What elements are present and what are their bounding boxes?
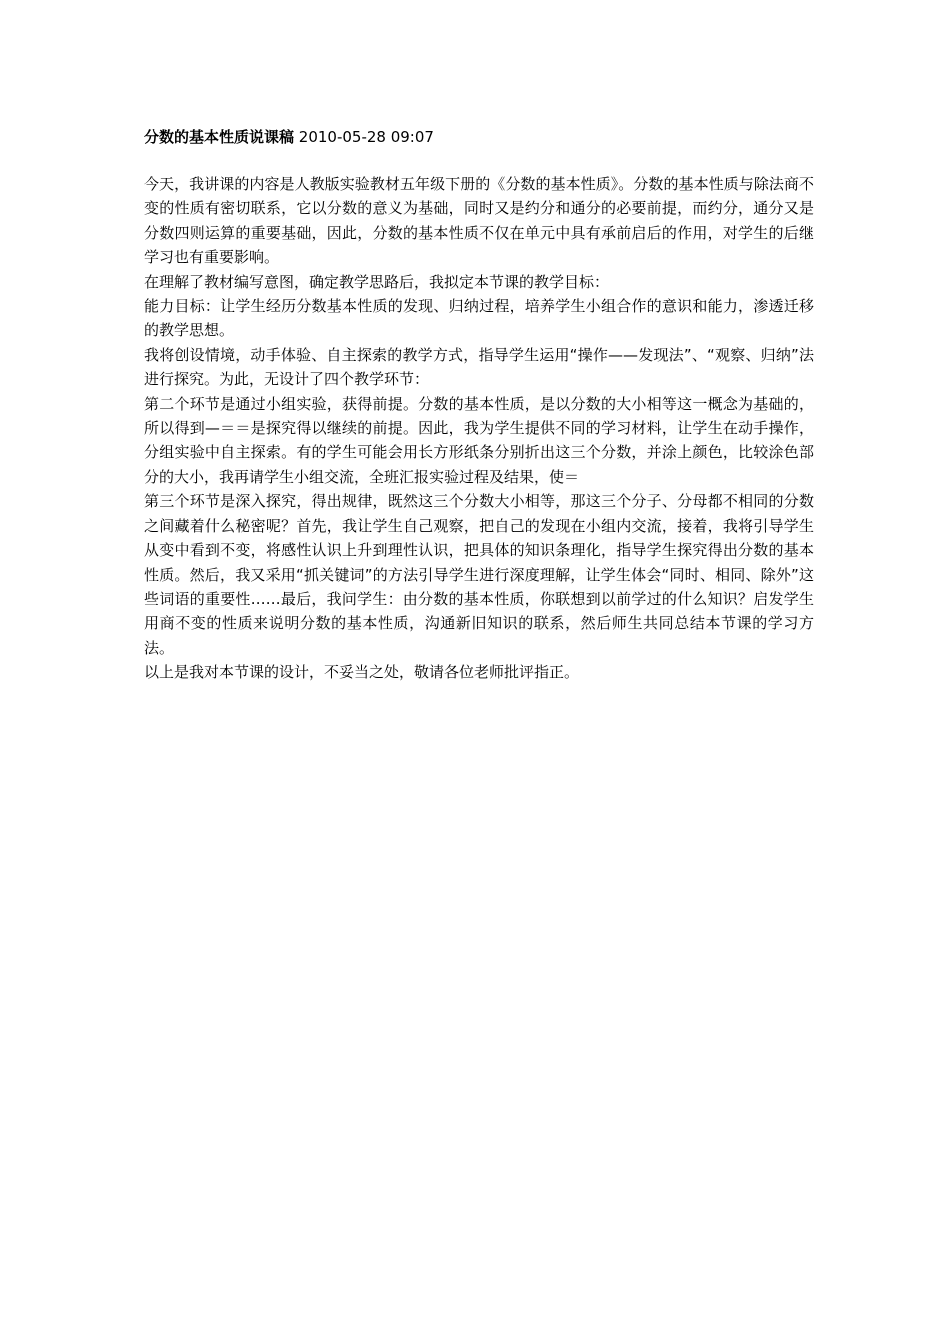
document-page <box>144 126 814 685</box>
document-title: 分数的基本性质说课稿 <box>144 128 295 146</box>
paragraph-method: 我将创设情境，动手体验、自主探索的教学方式，指导学生运用“操作——发现法”、“观察、归纳”法进行探究。为此，无设计了四个教学环节： <box>144 345 814 389</box>
paragraph-intro: 今天，我讲课的内容是人教版实验教材五年级下册的《分数的基本性质》。分数的基本性质与除法商不变的性质有密切联系，它以分数的意义为基础，同时又是约分和通分的必要前提，而约分，通分又是分数四则运算的重要基础，因此，分数的基本性质不仅在单元中具有承前启后的作用，对学生的后继学习也有重要影响。 <box>144 175 814 267</box>
document-body <box>144 172 814 685</box>
paragraph-step-two: 第二个环节是通过小组实验，获得前提。分数的基本性质，是以分数的大小相等这一概念为基础的，所以得到—＝＝是探究得以继续的前提。因此，我为学生提供不同的学习材料，让学生在动手操作，分组实验中自主探索。有的学生可能会用长方形纸条分别折出这三个分数，并涂上颜色，比较涂色部分的大小，我再请学生小组交流，全班汇报实验过程及结果，使＝ <box>144 394 814 486</box>
paragraph-goals-lead: 在理解了教材编写意图，确定教学思路后，我拟定本节课的教学目标： <box>144 272 610 291</box>
paragraph-ability-goal: 能力目标：让学生经历分数基本性质的发现、归纳过程，培养学生小组合作的意识和能力，渗透迁移的教学思想。 <box>144 297 814 340</box>
paragraph-closing: 以上是我对本节课的设计，不妥当之处，敬请各位老师批评指正。 <box>144 663 580 682</box>
document-datetime: 2010-05-28 09:07 <box>294 128 434 146</box>
document-header <box>144 126 814 148</box>
paragraph-step-three: 第三个环节是深入探究，得出规律，既然这三个分数大小相等，那这三个分子、分母都不相同的分数之间藏着什么秘密呢？首先，我让学生自己观察，把自己的发现在小组内交流，接着，我将引导学生从变中看到不变，将感性认识上升到理性认识，把具体的知识条理化，指导学生探究得出分数的基本性质。然后，我又采用“抓关键词”的方法引导学生进行深度理解，让学生体会“同时、相同、除外”这些词语的重要性……最后，我问学生：由分数的基本性质，你联想到以前学过的什么知识？启发学生用商不变的性质来说明分数的基本性质，沟通新旧知识的联系，然后师生共同总结本节课的学习方法。 <box>144 492 814 657</box>
